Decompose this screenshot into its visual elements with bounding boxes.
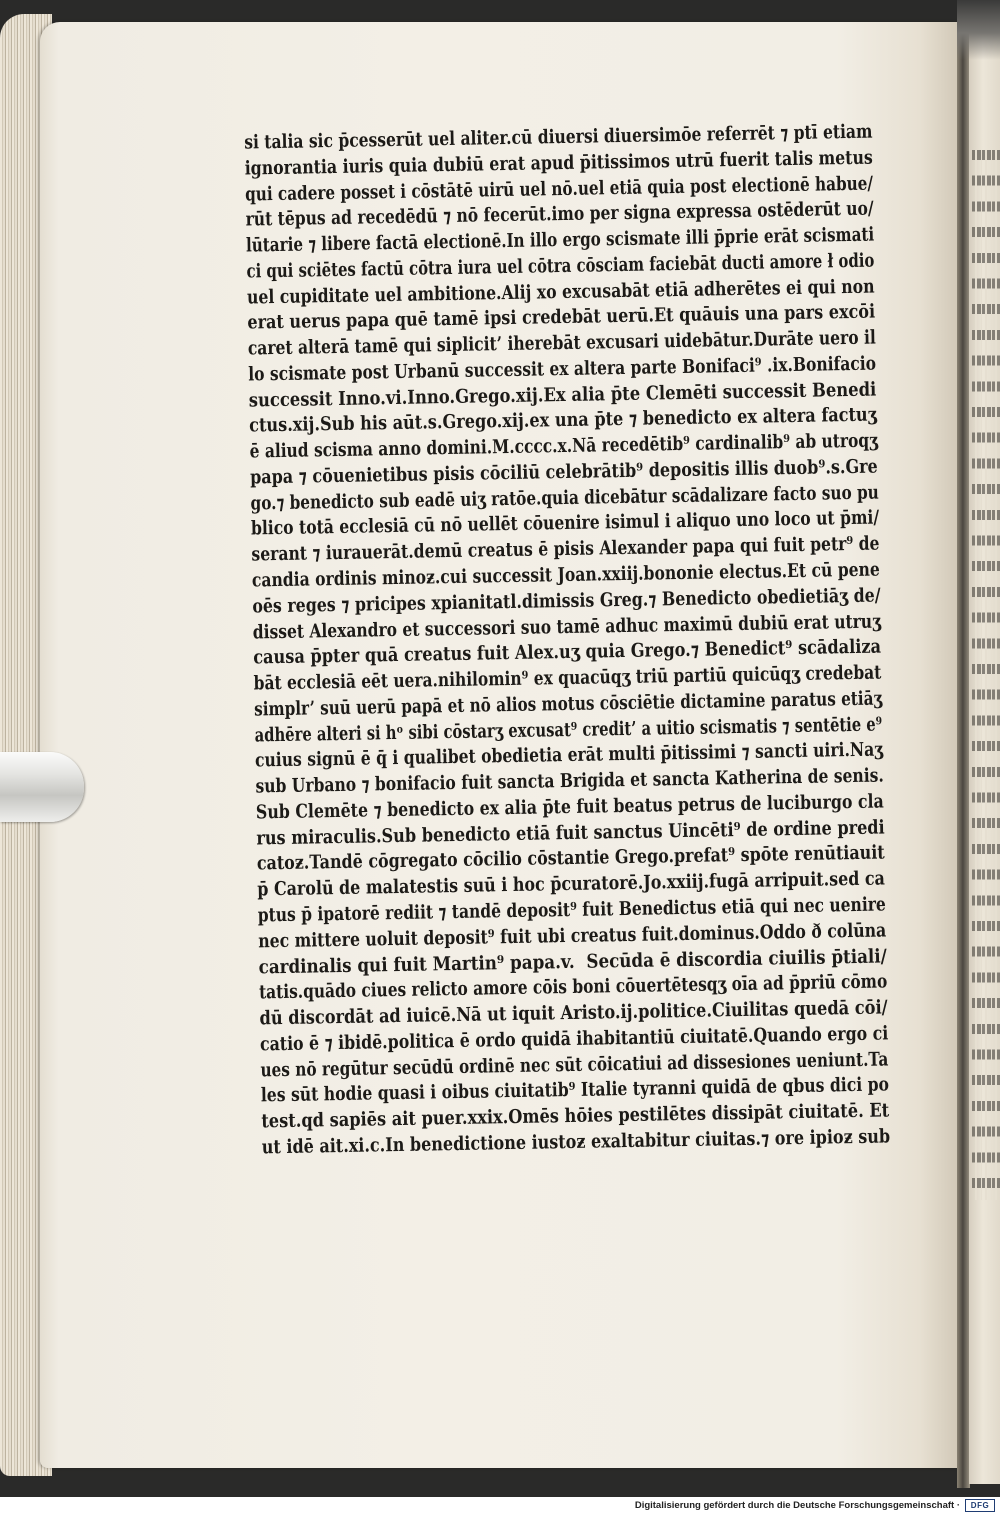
dfg-logo: DFG [965,1499,995,1512]
text-line: dū discordāt ad iuicē.Nā ut iquit Aristo.ij.politice.Ciuilitas quedā cōi/ [259,996,888,1030]
text-line: cardinalis qui fuit Martin⁹ papa.v. Secūda ē discordia ciuilis p̄tiali/ [258,944,887,978]
text-line: causa p̄pter quā creatus fuit Alex.uʒ quia Grego.⁊ Benedict⁹ scādaliza [253,635,882,669]
text-line: simplr’ suū uerū papā et nō alios motus cōsciētie dictamine paratus etiāʒ [253,687,883,721]
facing-page-text-texture [972,150,1000,1200]
footer [0,1497,1000,1515]
text-line: ignorantia iuris quia dubiū erat apud p̄itissimos utrū fuerit talis metus [244,146,874,180]
text-line: caret alterā tamē qui siplicit’ iherebāt excusari uidebātur.Durāte uero il [247,326,876,360]
footer-credit: Digitalisierung gefördert durch die Deutsche Forschungsgemeinschaft · [634,1500,960,1511]
text-line: papa ⁊ cōuenietibus pisis cōciliū celebrātib⁹ depositis illis duob⁹.s.Gre [249,455,878,489]
text-line: tatis.quādo ciues relicto amore cōis boni cōuertētesqʒ oīa ad p̄priū cōmo [258,970,888,1004]
text-line: rūt tēpus ad recedēdū ⁊ nō fecerūt.imo per signa expressa ostēderūt uo/ [245,197,874,231]
text-line: ē aliud scisma anno domini.M.cccc.x.Nā recedētib⁹ cardinalib⁹ ab utroqʒ [249,429,879,463]
text-line: adhēre alteri si hᵒ sibi cōstarʒ excusat⁹ credit’ a uitio scismatis ⁊ sentētie e⁹ [254,713,883,747]
text-line: ci qui sciētes factū cōtra iura uel cōtra cōsciam faciebāt ducti amore ł odio [246,249,875,283]
text-line: lūtarie ⁊ libere factā electionē.In illo ergo scismate illi p̄prie erāt scismati [245,223,875,257]
text-line: erat uerus papa quē tamē ipsi credebāt uerū.Et quāuis una pars excōi [247,300,876,334]
text-line: ptus p̄ ipatorē rediit ⁊ tandē deposit⁹ fuit Benedictus etiā qui nec uenire [257,893,886,927]
text-line: p̄ Carolū de malatestis suū i hoc p̄curatorē.Jo.xxiij.fugā arripuit.sed ca [257,867,886,901]
text-line: nec mittere uoluit deposit⁹ fuit ubi creatus fuit.dominus.Oddo ð colūna [258,919,887,953]
text-line: qui cadere posset i cōstātē uirū uel nō.uel etiā quia post electionē habue/ [244,172,874,206]
text-line: bāt ecclesiā eēt uera.nihilomin⁹ ex quacūqʒ triū partiū quicūqʒ credebat [253,661,882,695]
text-line: go.⁊ benedicto sub eadē uiʒ ratōe.quia dicebātur scādalizare facto suo pu [250,481,879,515]
text-line: catio ē ⁊ ibidē.politica ē ordo quidā ihabitantiū ciuitatē.Quando ergo ci [259,1022,889,1056]
text-line: cuius signū ē q̄ i qualibet obedietia erāt multi p̄itissimi ⁊ sancti uiri.Naʒ [254,738,884,772]
text-line: sub Urbano ⁊ bonifacio fuit sancta Brigida et sancta Katherina de senis. [255,764,884,798]
page-holder-clip [0,752,84,822]
text-line: uel cupiditate uel ambitione.Alij xo excusabāt etiā adherētes ei qui non [246,275,875,309]
book-corner-shadow [957,0,1000,60]
text-line: blico totā ecclesiā cū nō uellēt cōuenire isimul i aliquo uno loco ut p̄mi/ [250,507,880,540]
text-line: disset Alexandro et successori suo tamē adhuc maximū dubiū erat utruʒ [252,610,882,644]
text-line: lo scismate post Urbanū successit ex altera parte Bonifaci⁹ .ix.Bonifacio [248,352,877,386]
text-line: catoƶ.Tandē cōgregato cōcilio cōstantie Grego.prefat⁹ spōte renūtiauit [256,841,885,875]
text-line: ut idē ait.xi.c.In benedictione iustoƶ exaltabitur ciuitas.⁊ ore ipioƶ sub [261,1125,891,1159]
text-line: si talia sic p̄cesserūt uel aliter.cū diuersi diuersimōe referrēt ⁊ ptī etiam [244,120,873,154]
text-line: successit Inno.vi.Inno.Grego.xij.Ex alia p̄te Clemēti successit Benedi [248,378,877,412]
text-line: serant ⁊ iurauerāt.demū creatus ē pisis Alexander papa qui fuit petr⁹ de [251,532,880,566]
text-line: oēs reges ⁊ pricipes xpianitatl.dimissis Greg.⁊ Benedicto obedietiāʒ de/ [252,584,881,618]
text-line: test.qd sapiēs ait puer.xxix.Omēs hōies pestilētes dissipāt ciuitatē. Et [261,1099,890,1133]
text-line: candia ordinis minoƶ.cui successit Joan.xxiij.bononie electus.Et cū pene [251,558,881,592]
text-line: Sub Clemēte ⁊ benedicto ex alia p̄te fuit beatus petrus de luciburgo cla [255,790,884,824]
text-line: rus miraculis.Sub benedicto etiā fuit sanctus Uincēti⁹ de ordine predi [256,816,885,850]
text-line: ctus.xij.Sub his aūt.s.Grego.xij.ex una p̄te ⁊ benedicto ex altera factuʒ [249,403,878,437]
text-line: les sūt hodie quasi i oibus ciuitatib⁹ Italie tyranni quidā de qbus dici po [260,1073,890,1107]
text-block [244,120,890,1161]
text-line: ues nō regūtur secūdū ordinē nec sūt cōicatiui ad dissesiones ueniunt.Ta [260,1048,889,1081]
